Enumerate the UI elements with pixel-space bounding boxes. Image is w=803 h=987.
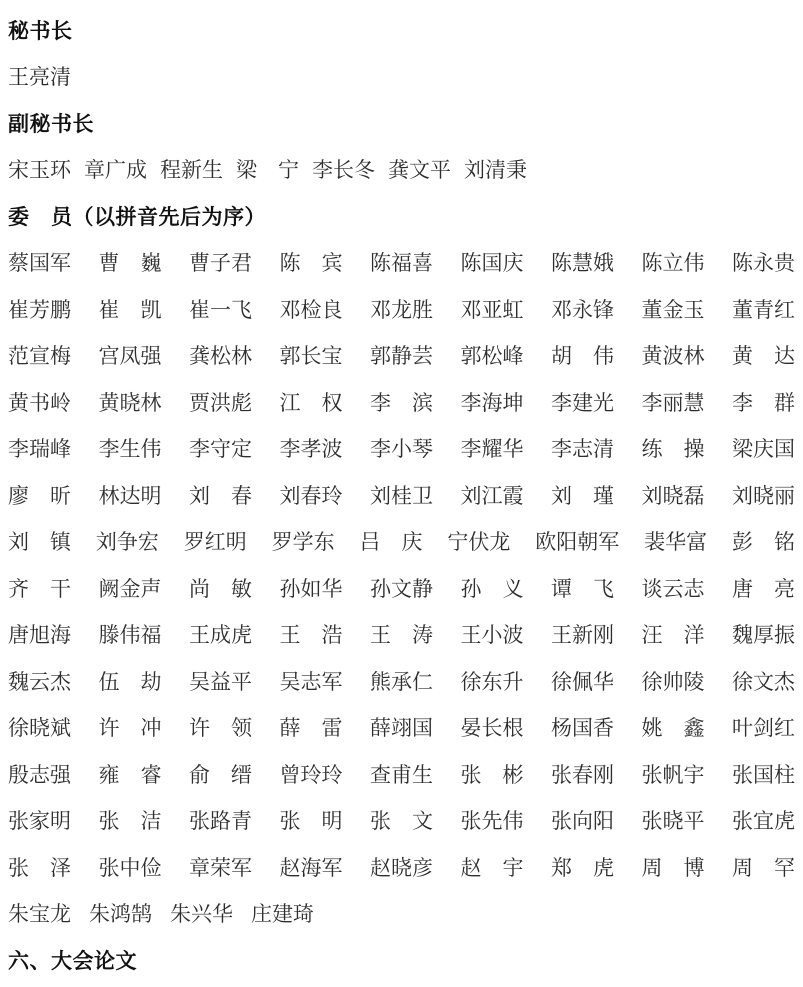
member-name: 邓亚虹: [460, 297, 524, 322]
member-name: 魏厚振: [732, 623, 795, 648]
member-name: 许 领: [189, 716, 252, 741]
member-name: 尚 敏: [189, 576, 252, 601]
member-name: 俞 缙: [189, 762, 252, 787]
deputy-secretary-name: 宋玉环: [8, 158, 71, 183]
member-name: 魏云杰: [8, 669, 71, 694]
member-name: 谈云志: [641, 576, 705, 601]
member-name: 张春刚: [551, 762, 614, 787]
member-name: 李建光: [551, 390, 614, 415]
member-name: 郭长宝: [279, 344, 343, 369]
member-name: 陈慧娥: [551, 251, 614, 276]
member-name: 张 彬: [460, 762, 524, 787]
member-name: 徐文杰: [732, 669, 795, 694]
deputy-secretary-name: 龚文平: [388, 158, 451, 183]
member-name: 张家明: [8, 809, 71, 834]
deputy-secretary-name: 李长冬: [312, 158, 375, 183]
member-name: 章荣军: [189, 855, 252, 880]
member-name: 赵晓彦: [370, 855, 433, 880]
member-name: 张向阳: [551, 809, 614, 834]
member-name: 徐晓斌: [8, 716, 71, 741]
member-name: 刘晓磊: [641, 483, 705, 508]
member-row: [8, 334, 795, 381]
member-name: 李瑞峰: [8, 437, 71, 462]
member-row: [8, 427, 795, 474]
section-heading-secretary-general: 秘书长: [8, 18, 73, 43]
member-name: 崔一飞: [189, 297, 252, 322]
deputy-secretary-names-row: [8, 148, 795, 195]
member-name: 李生伟: [98, 437, 162, 462]
member-name: 殷志强: [8, 762, 71, 787]
section-heading-members: 委 员（以拼音先后为序）: [8, 204, 266, 229]
member-name: 李志清: [551, 437, 614, 462]
member-name: 贾洪彪: [189, 390, 252, 415]
member-name: 张宜虎: [732, 809, 795, 834]
member-name: 庄建琦: [251, 902, 314, 927]
member-name: 王小波: [460, 623, 524, 648]
deputy-secretary-name: 梁 宁: [236, 158, 299, 183]
member-name: 崔芳鹏: [8, 297, 71, 322]
member-row: [8, 752, 795, 799]
member-name: 雍 睿: [98, 762, 162, 787]
member-name: 查甫生: [370, 762, 433, 787]
member-name: 薛 雷: [279, 716, 343, 741]
member-name: 刘 瑾: [551, 483, 614, 508]
member-name: 唐 亮: [732, 576, 795, 601]
member-name: 叶剑红: [732, 716, 795, 741]
member-name: 张 泽: [8, 855, 71, 880]
member-row: [8, 845, 795, 892]
member-name: 胡 伟: [551, 344, 614, 369]
section-heading-conference-papers: 六、大会论文: [8, 948, 137, 973]
member-row: [8, 799, 795, 846]
deputy-secretary-name: 章广成: [84, 158, 147, 183]
member-name: 李 群: [732, 390, 795, 415]
member-name: 徐帅陵: [641, 669, 705, 694]
member-name: 赵 宇: [460, 855, 524, 880]
member-name: 李海坤: [460, 390, 524, 415]
member-name: 刘江霞: [460, 483, 524, 508]
member-name: 刘 镇: [8, 530, 71, 555]
member-row: [8, 613, 795, 660]
member-name: 吴志军: [279, 669, 343, 694]
member-name: 谭 飞: [551, 576, 614, 601]
member-name: 杨国香: [551, 716, 614, 741]
member-name: 徐东升: [460, 669, 524, 694]
deputy-secretary-name: 刘清秉: [464, 158, 527, 183]
member-name: 董青红: [732, 297, 795, 322]
member-name: 蔡国军: [8, 251, 71, 276]
member-name: 齐 干: [8, 576, 71, 601]
member-name: 汪 洋: [641, 623, 705, 648]
member-name: 唐旭海: [8, 623, 71, 648]
section-heading-deputy-secretary-general: 副秘书长: [8, 111, 94, 136]
member-name: 郭松峰: [460, 344, 524, 369]
member-row: [8, 241, 795, 288]
member-name: 宫凤强: [98, 344, 162, 369]
member-name: 李丽慧: [641, 390, 705, 415]
member-row: [8, 566, 795, 613]
member-name: 龚松林: [189, 344, 252, 369]
member-name: 林达明: [98, 483, 162, 508]
member-row: [8, 473, 795, 520]
member-name: 王新刚: [551, 623, 614, 648]
member-name: 朱宝龙: [8, 902, 71, 927]
member-name: 廖 昕: [8, 483, 71, 508]
member-name: 李守定: [189, 437, 252, 462]
member-row: [8, 706, 795, 753]
member-name: 陈 宾: [279, 251, 343, 276]
member-name: 张晓平: [641, 809, 705, 834]
member-name: 孙如华: [279, 576, 343, 601]
member-name: 孙 义: [460, 576, 524, 601]
member-name: 邓龙胜: [370, 297, 433, 322]
member-name: 张路青: [189, 809, 252, 834]
members-list: [8, 241, 795, 939]
member-name: 刘春玲: [279, 483, 343, 508]
member-name: 张中俭: [98, 855, 162, 880]
member-name: 范宣梅: [8, 344, 71, 369]
member-name: 欧阳朝军: [535, 530, 620, 555]
member-row: [8, 287, 795, 334]
member-name: 伍 劫: [98, 669, 162, 694]
member-row: [8, 892, 795, 939]
member-name: 张帆宇: [641, 762, 705, 787]
member-row: [8, 380, 795, 427]
member-name: 陈永贵: [732, 251, 795, 276]
member-name: 黄晓林: [98, 390, 162, 415]
member-name: 周 博: [641, 855, 705, 880]
member-name: 曹子君: [189, 251, 252, 276]
member-name: 曹 巍: [98, 251, 162, 276]
member-row: [8, 520, 795, 567]
member-name: 彭 铭: [732, 530, 795, 555]
member-name: 王 涛: [370, 623, 433, 648]
member-name: 刘晓丽: [732, 483, 795, 508]
member-name: 江 权: [279, 390, 343, 415]
member-name: 张 文: [370, 809, 433, 834]
member-name: 梁庆国: [732, 437, 795, 462]
member-name: 陈国庆: [460, 251, 524, 276]
member-name: 邓永锋: [551, 297, 614, 322]
member-name: 黄波林: [641, 344, 705, 369]
member-name: 张 明: [279, 809, 343, 834]
member-name: 黄 达: [732, 344, 795, 369]
member-name: 滕伟福: [98, 623, 162, 648]
member-name: 董金玉: [641, 297, 705, 322]
member-name: 李 滨: [370, 390, 433, 415]
member-name: 黄书岭: [8, 390, 71, 415]
member-name: 陈立伟: [641, 251, 705, 276]
member-name: 刘 春: [189, 483, 252, 508]
member-name: 晏长根: [460, 716, 524, 741]
member-name: 吴益平: [189, 669, 252, 694]
member-name: 朱鸿鹄: [89, 902, 152, 927]
member-name: 王 浩: [279, 623, 343, 648]
member-name: 郭静芸: [370, 344, 433, 369]
member-name: 陈福喜: [370, 251, 433, 276]
member-name: 裴华富: [644, 530, 708, 555]
member-name: 刘争宏: [95, 530, 159, 555]
member-name: 宁伏龙: [447, 530, 511, 555]
secretary-general-name: 王亮清: [8, 65, 71, 90]
member-name: 徐佩华: [551, 669, 614, 694]
member-name: 罗红明: [183, 530, 247, 555]
member-name: 张国柱: [732, 762, 795, 787]
member-name: 练 操: [641, 437, 705, 462]
member-name: 邓检良: [279, 297, 343, 322]
member-name: 朱兴华: [170, 902, 233, 927]
member-name: 李小琴: [370, 437, 433, 462]
member-name: 张先伟: [460, 809, 524, 834]
member-name: 李耀华: [460, 437, 524, 462]
deputy-secretary-name: 程新生: [160, 158, 223, 183]
member-name: 郑 虎: [551, 855, 614, 880]
member-name: 姚 鑫: [641, 716, 705, 741]
member-name: 周 罕: [732, 855, 795, 880]
member-name: 崔 凯: [98, 297, 162, 322]
member-name: 许 冲: [98, 716, 162, 741]
member-name: 张 洁: [98, 809, 162, 834]
member-name: 李孝波: [279, 437, 343, 462]
member-name: 阙金声: [98, 576, 162, 601]
member-name: 薛翊国: [370, 716, 433, 741]
member-row: [8, 659, 795, 706]
member-name: 赵海军: [279, 855, 343, 880]
member-name: 熊承仁: [370, 669, 433, 694]
member-name: 曾玲玲: [279, 762, 343, 787]
member-name: 刘桂卫: [370, 483, 433, 508]
member-name: 吕 庆: [359, 530, 423, 555]
member-name: 王成虎: [189, 623, 252, 648]
member-name: 孙文静: [370, 576, 433, 601]
member-name: 罗学东: [271, 530, 335, 555]
